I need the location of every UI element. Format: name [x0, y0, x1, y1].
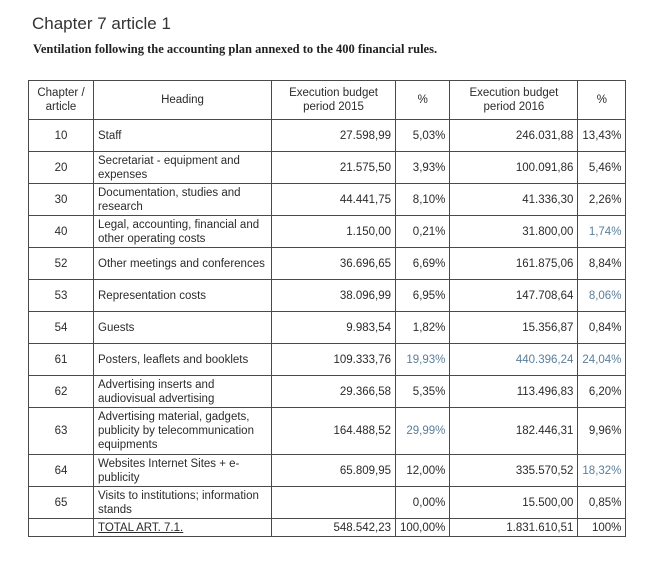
cell-pct-2015: 29,99%: [396, 408, 450, 455]
total-label-text: TOTAL ART. 7.1.: [98, 521, 184, 534]
cell-chapter: 53: [29, 280, 94, 312]
cell-budget-2015: 21.575,50: [272, 152, 396, 184]
cell-pct-2016: 18,32%: [578, 455, 626, 487]
table-row: [29, 280, 626, 312]
table-row: [29, 184, 626, 216]
cell-budget-2016: 100.091,86: [450, 152, 578, 184]
cell-pct-2016: 0,85%: [578, 487, 626, 519]
cell-chapter: 30: [29, 184, 94, 216]
cell-budget-2015: 65.809,95: [272, 455, 396, 487]
cell-pct-2015: 19,93%: [396, 344, 450, 376]
cell-chapter: 10: [29, 120, 94, 152]
cell-heading: Other meetings and conferences: [94, 248, 272, 280]
cell-heading: Representation costs: [94, 280, 272, 312]
cell-pct-2015: 5,03%: [396, 120, 450, 152]
cell-heading: Posters, leaflets and booklets: [94, 344, 272, 376]
cell-heading: Advertising material, gadgets, publicity by telecommunication equipments: [94, 408, 272, 455]
total-budget-2016: 1.831.610,51: [450, 519, 578, 537]
page-title: Chapter 7 article 1: [32, 14, 171, 33]
total-pct-2015: 100,00%: [396, 519, 450, 537]
cell-budget-2016: 246.031,88: [450, 120, 578, 152]
total-row: [29, 519, 626, 537]
table-row: [29, 344, 626, 376]
cell-chapter-empty: [29, 519, 94, 537]
cell-pct-2015: 3,93%: [396, 152, 450, 184]
header-budget-2016: Execution budget period 2016: [450, 81, 578, 120]
cell-pct-2016: 2,26%: [578, 184, 626, 216]
cell-chapter: 20: [29, 152, 94, 184]
total-pct-2016: 100%: [578, 519, 626, 537]
cell-heading: Legal, accounting, financial and other operating costs: [94, 216, 272, 248]
cell-heading: Staff: [94, 120, 272, 152]
table-row: [29, 120, 626, 152]
cell-chapter: 65: [29, 487, 94, 519]
table-row: [29, 312, 626, 344]
total-budget-2015: 548.542,23: [272, 519, 396, 537]
cell-chapter: 64: [29, 455, 94, 487]
cell-chapter: 63: [29, 408, 94, 455]
table-row: [29, 455, 626, 487]
cell-budget-2015: 164.488,52: [272, 408, 396, 455]
page-subtitle: Ventilation following the accounting plan annexed to the 400 financial rules.: [33, 42, 438, 56]
cell-budget-2016: 440.396,24: [450, 344, 578, 376]
cell-heading: Guests: [94, 312, 272, 344]
table-row: [29, 152, 626, 184]
table-header-row: [29, 81, 626, 120]
total-label: [94, 519, 272, 537]
cell-pct-2016: 5,46%: [578, 152, 626, 184]
cell-budget-2016: 335.570,52: [450, 455, 578, 487]
cell-budget-2016: 41.336,30: [450, 184, 578, 216]
table-row: [29, 376, 626, 408]
table-row: [29, 487, 626, 519]
cell-chapter: 54: [29, 312, 94, 344]
cell-budget-2016: 15.356,87: [450, 312, 578, 344]
cell-pct-2016: 24,04%: [578, 344, 626, 376]
cell-heading: Websites Internet Sites + e-publicity: [94, 455, 272, 487]
cell-pct-2015: 6,95%: [396, 280, 450, 312]
cell-heading: Advertising inserts and audiovisual advertising: [94, 376, 272, 408]
cell-budget-2015: 36.696,65: [272, 248, 396, 280]
budget-table: [28, 80, 626, 537]
table-row: [29, 216, 626, 248]
table-row: [29, 248, 626, 280]
cell-budget-2016: 161.875,06: [450, 248, 578, 280]
cell-pct-2015: 1,82%: [396, 312, 450, 344]
header-heading: Heading: [94, 81, 272, 120]
header-budget-2015: Execution budget period 2015: [272, 81, 396, 120]
cell-pct-2015: 8,10%: [396, 184, 450, 216]
cell-pct-2016: 8,06%: [578, 280, 626, 312]
header-pct-2015: %: [396, 81, 450, 120]
header-pct-2016: %: [578, 81, 626, 120]
cell-chapter: 40: [29, 216, 94, 248]
header-chapter: Chapter / article: [29, 81, 94, 120]
cell-pct-2015: 5,35%: [396, 376, 450, 408]
cell-pct-2016: 0,84%: [578, 312, 626, 344]
cell-pct-2016: 8,84%: [578, 248, 626, 280]
cell-pct-2015: 0,21%: [396, 216, 450, 248]
cell-budget-2016: 182.446,31: [450, 408, 578, 455]
cell-budget-2016: 147.708,64: [450, 280, 578, 312]
cell-budget-2016: 15.500,00: [450, 487, 578, 519]
cell-budget-2015: 29.366,58: [272, 376, 396, 408]
cell-heading: Secretariat - equipment and expenses: [94, 152, 272, 184]
cell-budget-2015: 1.150,00: [272, 216, 396, 248]
cell-chapter: 61: [29, 344, 94, 376]
cell-heading: Documentation, studies and research: [94, 184, 272, 216]
cell-pct-2016: 13,43%: [578, 120, 626, 152]
cell-budget-2015: 27.598,99: [272, 120, 396, 152]
cell-budget-2015: 44.441,75: [272, 184, 396, 216]
cell-pct-2016: 1,74%: [578, 216, 626, 248]
cell-budget-2016: 31.800,00: [450, 216, 578, 248]
cell-pct-2015: 0,00%: [396, 487, 450, 519]
cell-budget-2015: 9.983,54: [272, 312, 396, 344]
cell-pct-2016: 6,20%: [578, 376, 626, 408]
cell-heading: Visits to institutions; information stands: [94, 487, 272, 519]
cell-budget-2015: [272, 487, 396, 519]
cell-budget-2016: 113.496,83: [450, 376, 578, 408]
cell-pct-2016: 9,96%: [578, 408, 626, 455]
cell-budget-2015: 109.333,76: [272, 344, 396, 376]
cell-chapter: 62: [29, 376, 94, 408]
cell-pct-2015: 6,69%: [396, 248, 450, 280]
table-row: [29, 408, 626, 455]
cell-budget-2015: 38.096,99: [272, 280, 396, 312]
cell-chapter: 52: [29, 248, 94, 280]
cell-pct-2015: 12,00%: [396, 455, 450, 487]
